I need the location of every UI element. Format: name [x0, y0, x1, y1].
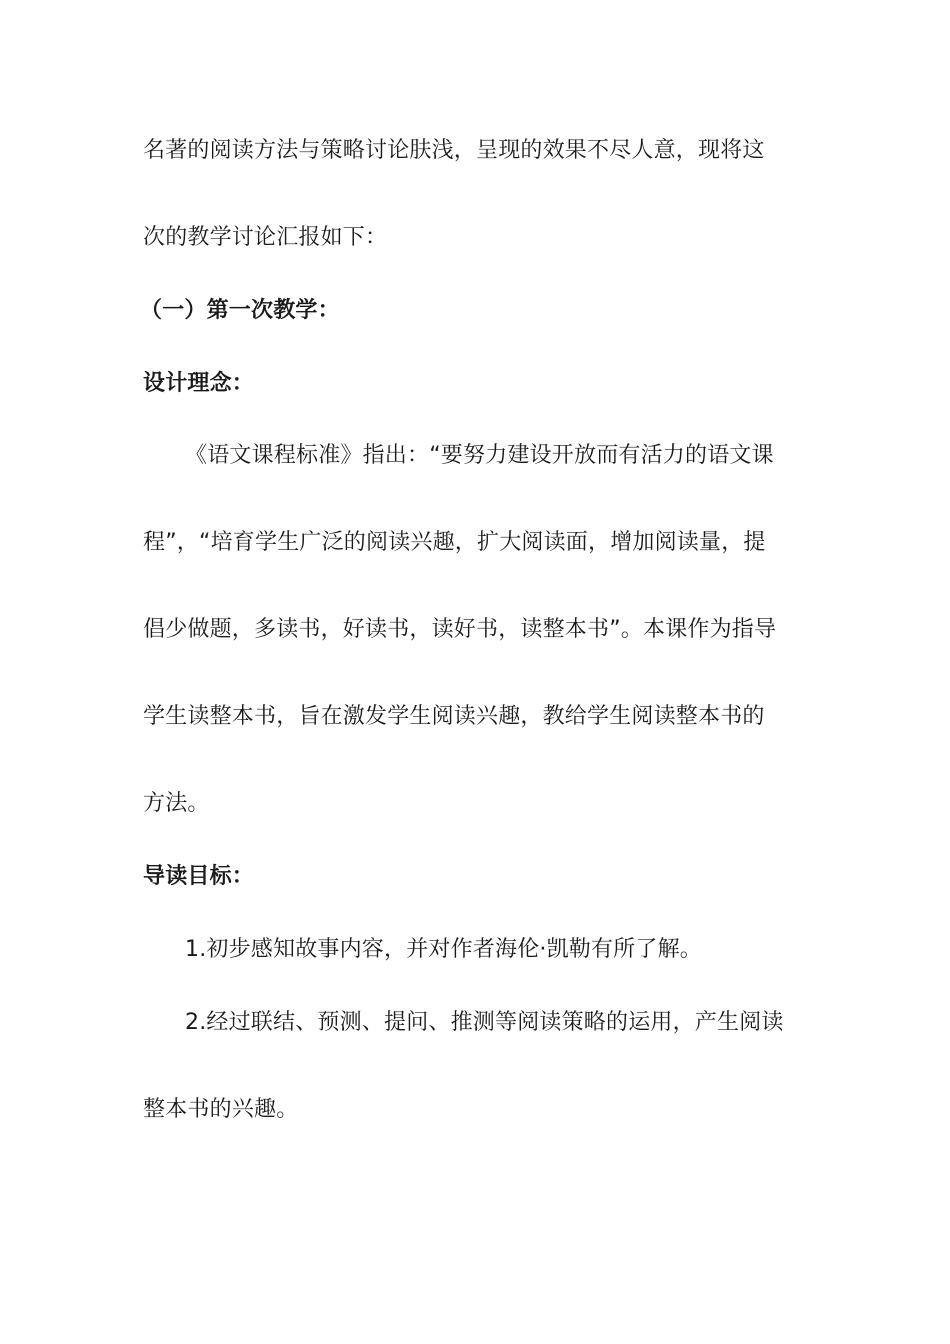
goal-item-2-line-1: 2.经过联结、预测、提问、推测等阅读策略的运用，产生阅读 — [185, 1010, 784, 1035]
subheading-design-concept: 设计理念： — [143, 371, 255, 396]
design-paragraph-line-3: 倡少做题，多读书，好读书，读好书，读整本书”。本课作为指导 — [143, 617, 777, 642]
subheading-reading-goals: 导读目标： — [143, 864, 255, 889]
goal-item-2-line-2: 整本书的兴趣。 — [143, 1097, 299, 1122]
design-paragraph-line-5: 方法。 — [143, 791, 210, 816]
design-paragraph-line-2: 程”，“培育学生广泛的阅读兴趣，扩大阅读面，增加阅读量，提 — [143, 530, 766, 555]
goal-item-1: 1.初步感知故事内容，并对作者海伦·凯勒有所了解。 — [185, 937, 702, 962]
design-paragraph-line-1: 《语文课程标准》指出：“要努力建设开放而有活力的语文课 — [185, 443, 774, 468]
paragraph-line-1: 名著的阅读方法与策略讨论肤浅，呈现的效果不尽人意，现将这 — [143, 138, 765, 163]
paragraph-line-2: 次的教学讨论汇报如下： — [143, 225, 388, 250]
section-heading-first-teaching: （一）第一次教学： — [140, 298, 340, 323]
design-paragraph-line-4: 学生读整本书，旨在激发学生阅读兴趣，教给学生阅读整本书的 — [143, 704, 765, 729]
